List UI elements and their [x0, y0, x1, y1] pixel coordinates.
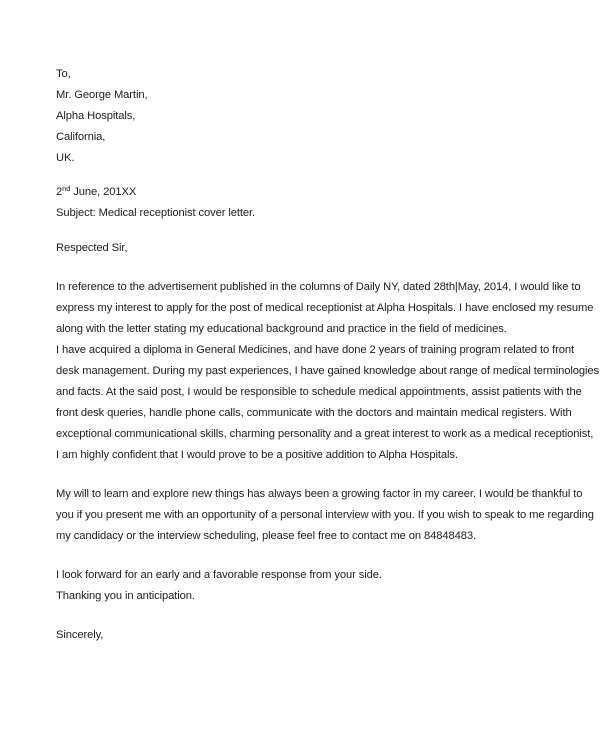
body-line: front desk queries, handle phone calls, communicate with the doctors and maintain medical registers. With: [56, 407, 572, 419]
closing-line: Thanking you in anticipation.: [56, 590, 195, 602]
body-paragraph-2: [56, 484, 594, 547]
closing-block: [56, 565, 560, 607]
salutation: Respected Sir,: [56, 242, 128, 254]
date-subject-block: [56, 182, 560, 224]
date-rest: June, 201XX: [70, 186, 137, 198]
body-paragraph-1: [56, 277, 599, 466]
letter-subject: Subject: Medical receptionist cover letter.: [56, 207, 256, 219]
recipient-company: Alpha Hospitals,: [56, 110, 136, 122]
signoff: Sincerely,: [56, 629, 104, 641]
body-line: desk management. During my past experiences, I have gained knowledge about range of medical terminologies: [56, 365, 599, 377]
body-line: exceptional communicational skills, charming personality and a great interest to work as a medical receptionist,: [56, 428, 594, 440]
date-day: 2: [56, 186, 63, 198]
body-line: My will to learn and explore new things has always been a growing factor in my career. I would be thankful to: [56, 488, 583, 500]
date-suffix: nd: [62, 184, 71, 193]
body-line: along with the letter stating my educational background and practice in the field of medicines.: [56, 323, 507, 335]
body-line: I have acquired a diploma in General Medicines, and have done 2 years of training program related to front: [56, 344, 575, 356]
body-line: and facts. At the said post, I would be responsible to schedule medical appointments, assist patients with the: [56, 386, 582, 398]
body-line: my candidacy or the interview scheduling, please feel free to contact me on 84848483.: [56, 530, 476, 542]
recipient-block: [56, 64, 560, 169]
recipient-to: To,: [56, 68, 71, 80]
recipient-name: Mr. George Martin,: [56, 89, 148, 101]
letter-date: [56, 182, 560, 203]
body-line: you if you present me with an opportunity of a personal interview with you. If you wish to speak to me regarding: [56, 509, 594, 521]
body-line: In reference to the advertisement published in the columns of Daily NY, dated 28th|May, 2014, I would like to: [56, 281, 581, 293]
body-line: I am highly confident that I would prove to be a positive addition to Alpha Hospitals.: [56, 449, 458, 461]
recipient-state: California,: [56, 131, 106, 143]
body-line: express my interest to apply for the post of medical receptionist at Alpha Hospitals. I have enclosed my resume: [56, 302, 594, 314]
closing-line: I look forward for an early and a favorable response from your side.: [56, 569, 382, 581]
recipient-country: UK.: [56, 152, 75, 164]
